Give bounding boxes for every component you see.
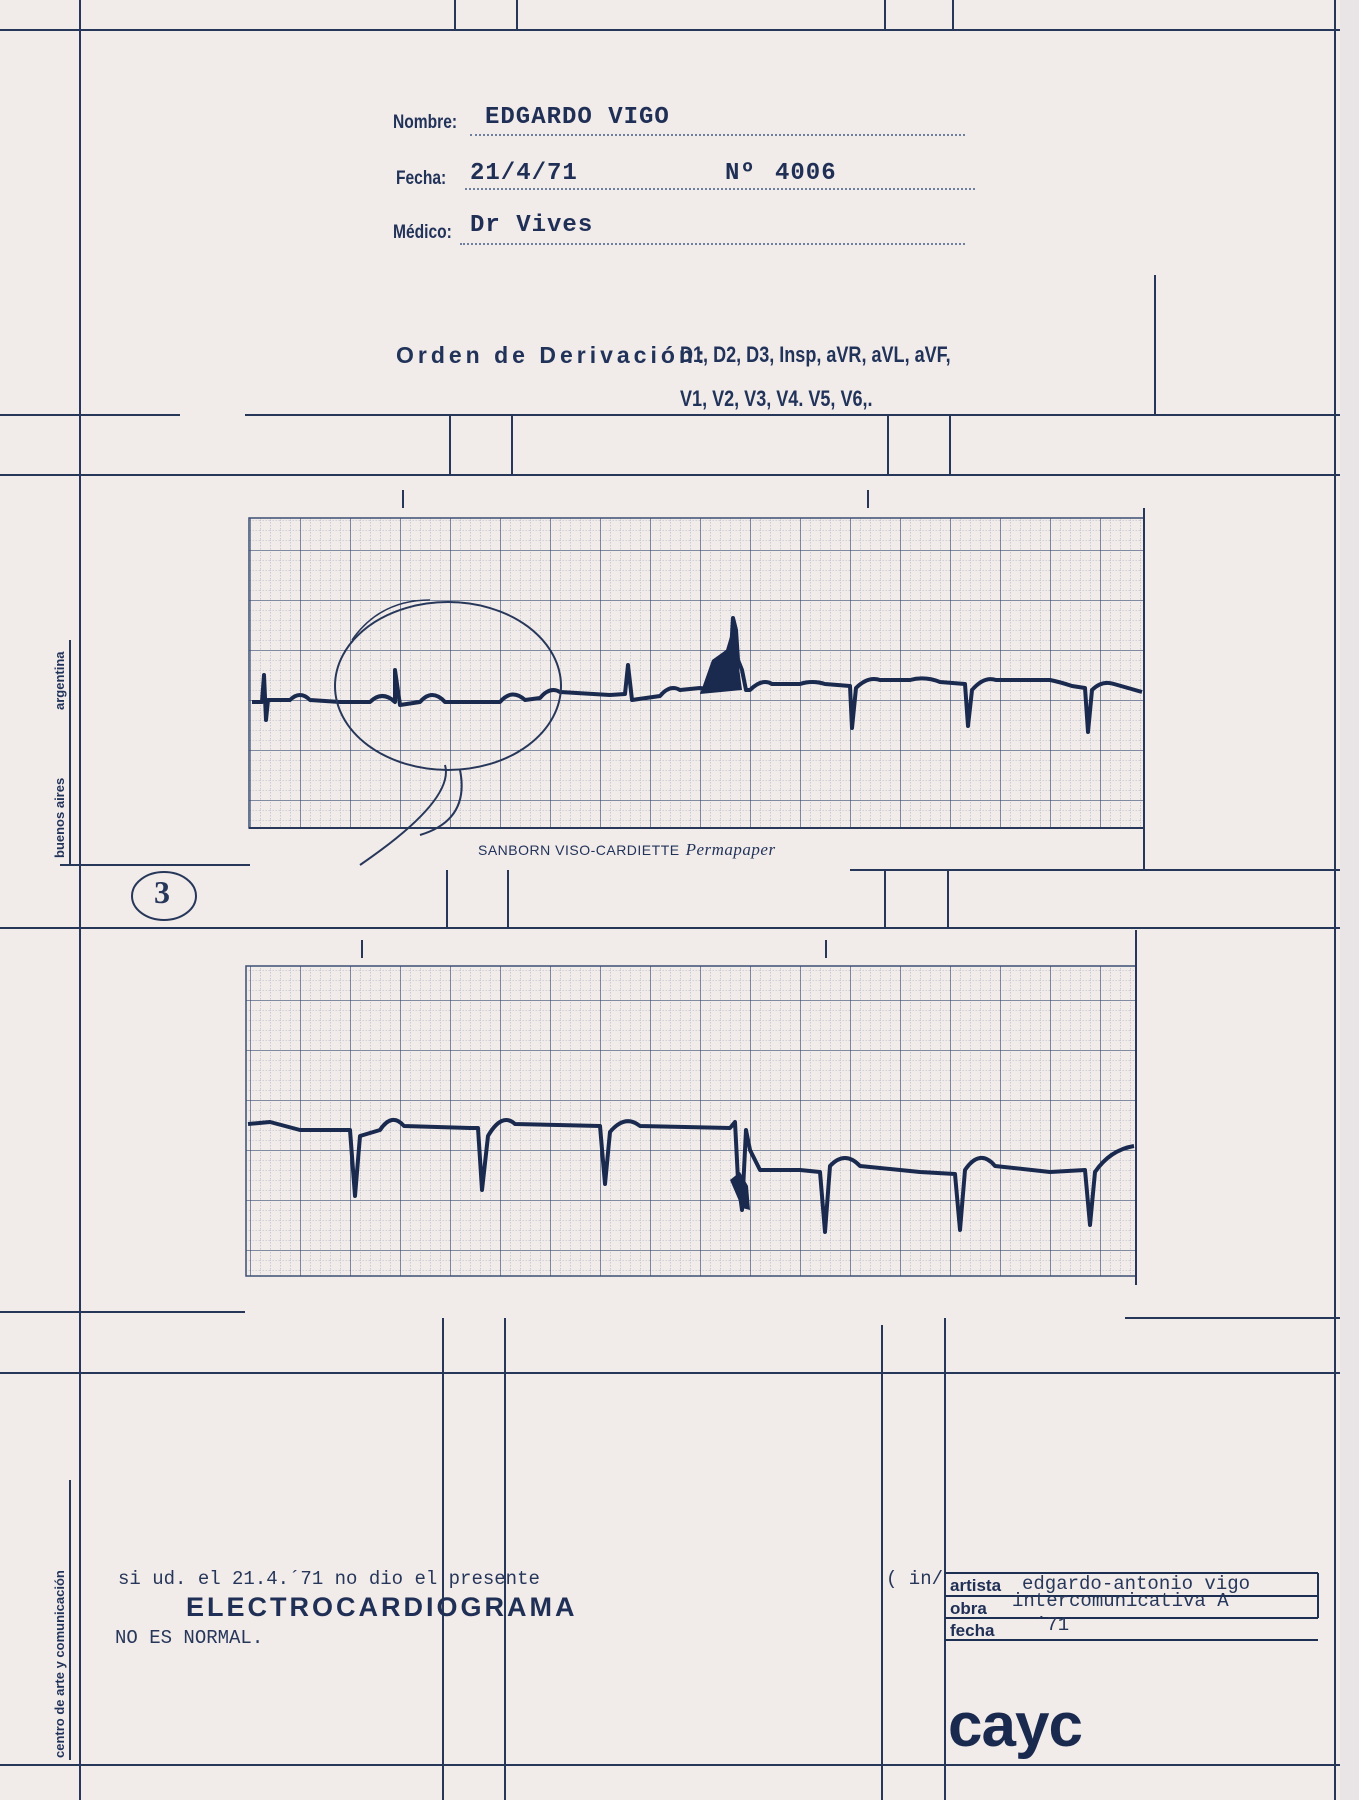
- circled-number: 3: [154, 874, 170, 910]
- artista-label: artista: [950, 1576, 1002, 1595]
- orden-label: Orden de Derivación:: [396, 342, 709, 368]
- fecha-table-label: fecha: [950, 1621, 995, 1640]
- ecg-brand-script: Permapaper: [685, 840, 776, 859]
- fecha-table-value: ´71: [1035, 1614, 1070, 1636]
- orden-line-2: V1, V2, V3, V4. V5, V6,.: [680, 386, 873, 411]
- orden-line-1: D1, D2, D3, Insp, aVR, aVL, aVF,: [680, 342, 951, 367]
- footer-line-1: si ud. el 21.4.´71 no dio el presente: [118, 1568, 540, 1590]
- nombre-value: EDGARDO VIGO: [485, 104, 670, 131]
- nombre-label: Nombre:: [393, 112, 458, 133]
- side-text-centro: centro de arte y comunicación: [52, 1570, 67, 1758]
- numero-label: Nº: [725, 160, 756, 187]
- artista-value: edgardo-antonio vigo: [1022, 1573, 1251, 1595]
- obra-label: obra: [950, 1599, 987, 1618]
- ecg-brand-name: SANBORN VISO-CARDIETTE: [478, 842, 680, 858]
- side-text-city: buenos aires: [52, 777, 67, 858]
- obra-value: intercomunicativa A: [1012, 1590, 1229, 1612]
- footer-line-3: NO ES NORMAL.: [115, 1627, 264, 1649]
- footer-paren: ( in/: [886, 1568, 944, 1590]
- cayc-logo: cayc: [948, 1691, 1082, 1760]
- medico-value: Dr Vives: [470, 212, 594, 239]
- numero-value: 4006: [775, 160, 837, 187]
- medico-label: Médico:: [393, 222, 452, 243]
- side-text-country: argentina: [52, 651, 67, 710]
- footer-title: ELECTROCARDIOGRAMA: [186, 1592, 578, 1622]
- fecha-label: Fecha:: [396, 168, 447, 189]
- fecha-value: 21/4/71: [470, 160, 578, 187]
